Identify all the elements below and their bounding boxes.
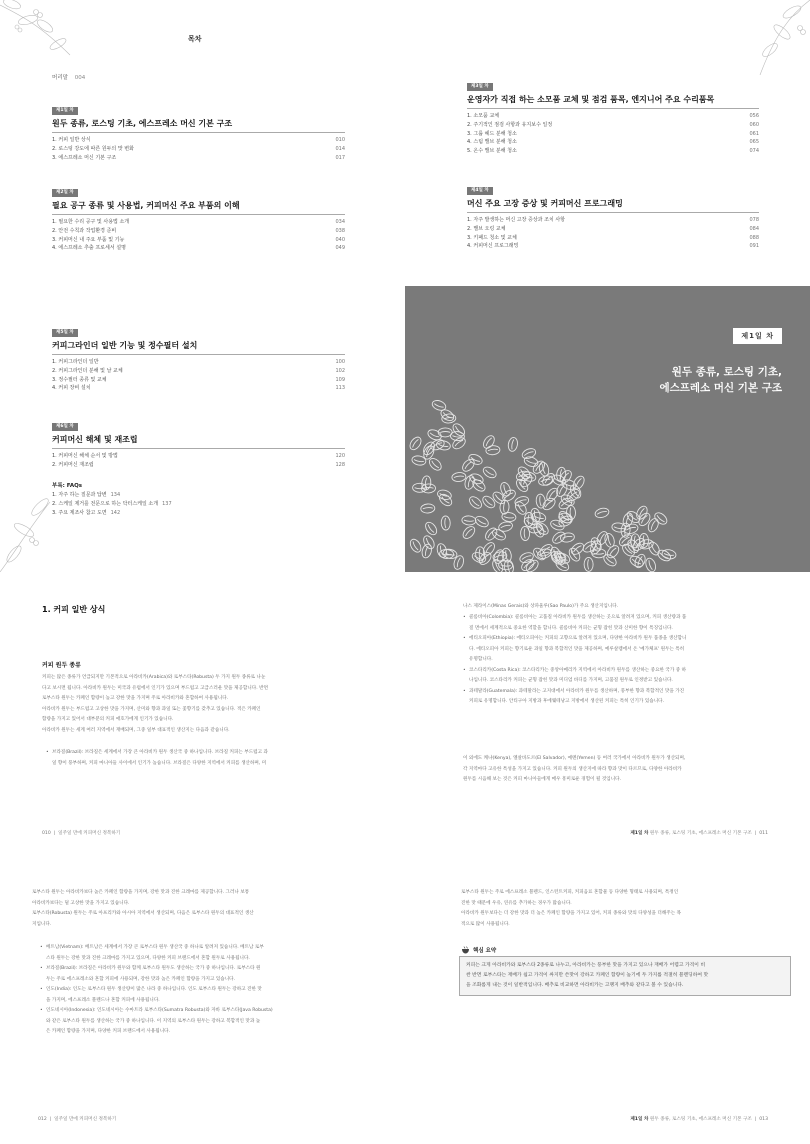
toc-item[interactable]: 2. 주기적인 점검 사항과 유지보수 일정 060 <box>467 121 759 128</box>
section-title: 1. 커피 일반 상식 <box>42 605 106 614</box>
toc-item[interactable]: 4. 커피 장비 설치 113 <box>52 385 345 392</box>
chapter-title: 필요 공구 종류 및 사용법, 커피머신 주요 부품의 이해 <box>52 201 240 210</box>
toc-chapter-6 <box>52 412 345 470</box>
toc-item[interactable]: 2. 안전 수칙과 작업환경 준비 038 <box>52 227 345 234</box>
toc-item[interactable]: 1. 소모품 교체 056 <box>467 113 759 119</box>
toc-page-right <box>405 0 810 286</box>
chapter-badge: 제2일 차 <box>52 189 78 197</box>
page-footer: 제1일 차 원두 종류, 로스팅 기초, 에스프레소 머신 기본 구조 | 013 <box>630 1117 768 1122</box>
chapter-title: 원두 종류, 로스팅 기초, 에스프레소 머신 기본 구조 <box>52 119 233 128</box>
toc-item[interactable]: 1. 자주 발생하는 머신 고장 증상과 조치 사항 078 <box>467 217 759 223</box>
bullet-list: • 베트남(Vietnam): 베트남은 세계에서 가장 큰 로부스타 원두 생산국 중 하나로 알려져 있습니다. 베트남 로부 스타 원두는 강한 맛과 진한 크레마를 가지고 있으며, 다양한 커피 브랜드에서 혼합 원두로 사용됩니다. • 브라질(Brazil): 브라질은 아라비카 원두와 함께 로부스타 원두도 생산하는 국가 중 하나입니다. 로부스타 원 두는 주로 에스프레소와 혼합 커피에 사용되며, 강한 맛과 높은 카페인 함량을 가지고 있습니다. • 인도(India): 인도는 로부스타 원두 생산량이 많은 나라 중 하나입니다. 인도 로부스타 원두는 강하고 진한 맛 을 가지며, 에스프레소 블렌드나 혼합 커피에 사용됩니다. • 인도네시아(Indonesia): 인도네시아는 수마트라 로부스타(Sumatra Robusta)와 자바 로부스타(Java Robusta) 와 같은 로부스타 원두를 생산하는 국가 중 하나입니다. 이 지역의 로부스타 원두는 강하고 복합적인 맛과 높 은 카페인 함량을 가지며, 다양한 커피 브랜드에서 사용됩니다. <box>40 943 370 1038</box>
toc-item[interactable]: 2. 스케일 제거를 전문으로 하는 닥터스케일 소개 137 <box>52 500 172 507</box>
chapter-title: 머신 주요 고장 증상 및 커피머신 프로그래밍 <box>467 199 623 208</box>
toc-item[interactable]: 1. 커피머신 해체 순서 및 방법 120 <box>52 453 345 459</box>
toc-item[interactable]: 4. 커피머신 프로그래밍 091 <box>467 243 759 250</box>
body-text: 로부스타 원두는 아라비카보다 높은 카페인 함량을 가지며, 강한 맛과 진한 크레마를 제공합니다. 그러나 보통 아라비카보다는 덜 고상한 맛을 가지고 있습니다. 로부스타(Robusta) 원두는 주로 아프리카와 아시아 지역에서 생산되며, 다음은 로부스타 원두의 대표적인 생산 지입니다. <box>32 890 254 927</box>
toc-page-left <box>0 0 405 286</box>
chapter-cover-page <box>405 286 810 572</box>
toc-item[interactable]: 3. 그룹 헤드 분해 청소 061 <box>467 130 759 137</box>
toc-item[interactable]: 1. 커피그라인더 일반 100 <box>52 359 345 365</box>
subsection-title: 커피 원두 종류 <box>42 662 81 669</box>
body-text: 커피는 많은 종류가 언급되지만 기본적으로 아라비카(Arabica)와 로부스타(Robusta) 두 가지 원두 종류로 나눈 다고 보시면 됩니다. 아라비카 원두는 미국과 유럽에서 인기가 있으며 부드럽고 고급스러운 맛을 제공합니다. 반면 로부스타 원두는 카페인 함량이 높고 강한 맛을 가지며 주로 아라비카와 혼합하여 사용됩니다. 아라비카 원두는 부드럽고 고상한 맛을 가지며, 산미와 향과 과일 또는 꽃향기를 갖추고 있습니다. 적은 카페인 함량을 가지고 있어서 대부분의 커피 애호가에게 인기가 있습니다. 아라비카 원두는 세계 여러 지역에서 재배되며, 그중 일부 대표적인 생산지는 다음과 같습니다. <box>42 675 269 733</box>
toc-chapter-3 <box>467 72 759 156</box>
toc-item[interactable]: 5. 온수 밸브 분해 청소 074 <box>467 148 759 155</box>
body-text: 나스 제라이스(Minas Gerais)와 상파울루(Sao Paulo)가 주요 생산지입니다. <box>463 604 619 609</box>
appendix-title: 부록: FAQs <box>52 483 83 489</box>
toc-item[interactable]: 3. 정수필터 종류 및 교체 109 <box>52 376 345 383</box>
content-page-013 <box>405 858 810 1144</box>
toc-item[interactable]: 2. 커피머신 재조립 128 <box>52 461 345 468</box>
summary-heading: 핵심 요약 <box>461 946 496 954</box>
bullet-list: • 브라질(Brazil): 브라질은 세계에서 가장 큰 아라비카 원두 생산국 중 하나입니다. 브라질 커피는 부드럽고 과 일 향이 풍부하며, 커피 마니아들 사이에서 인기가 높습니다. 브라질은 다양한 지역에서 커피를 생산하며, 미 <box>46 748 372 769</box>
chapter-title: 커피머신 해체 및 재조립 <box>52 435 138 444</box>
chapter-badge: 제1일 차 <box>733 328 782 344</box>
chapter-title: 원두 종류, 로스팅 기초, 에스프레소 머신 기본 구조 <box>659 366 782 394</box>
body-text: 이 외에도 케냐(Kenya), 엘살바도르(El Salvador), 예멘(Yemen) 등 여러 국가에서 아라비카 원두가 생산되며, 각 지역마다 고유한 특성을 가지고 있습니다. 커피 원두의 생산지에 따라 향과 맛이 다르므로, 다양한 아라비카 원두를 시음해 보는 것은 커피 마니아들에게 매우 흥미로운 경험이 될 것입니다. <box>463 756 686 782</box>
toc-item[interactable]: 3. 주요 제조사 참고 도면 142 <box>52 509 121 516</box>
toc-chapter-1 <box>52 96 345 162</box>
content-page-012 <box>0 858 405 1144</box>
bullet-list: • 콜롬비아(Colombia): 콜롬비아는 고품질 아라비카 원두를 생산하는 곳으로 알려져 있으며, 커피 생산량과 품 질 면에서 세계적으로 중요한 역할을 합니다. 콜롬비아 커피는 균형 잡힌 맛과 산미한 향이 특징입니다. • 에티오피아(Ethiopia): 에티오피아는 커피의 고향으로 알려져 있으며, 다양한 아라비카 원두 품종을 생산합니 다. 에티오피아 커피는 향기로운 과일 향과 복합적인 맛을 제공하며, 예루살렘에서 온 '예가체프' 원두는 특히 유명합니다. • 코스타리카(Costa Rica): 코스타리카는 중앙아메리카 지역에서 아라비카 원두를 생산하는 중요한 국가 중 하 나입니다. 코스타리카 커피는 균형 잡힌 맛과 미디엄 바디를 가지며, 고품질 원두로 인정받고 있습니다. • 과테말라(Guatemala): 과테말라는 고지대에서 아라비카 원두를 생산하며, 풍부한 향과 복합적인 맛을 가진 커피로 유명합니다. 안티구아 지방과 후에웨테낭고 지방에서 생산된 커피는 특히 인기가 있습니다. <box>463 613 789 708</box>
body-text: 로부스타 원두는 주로 에스프레소 블렌드, 인스턴트커피, 커피음료 혼합물 등 다양한 형태로 사용되며, 특정인 진한 맛 때문에 우유, 연유를 추가하는 경우가 많습니다. 아라비카 원두보다는 더 강한 맛과 더 높은 카페인 함량을 가지고 있어, 커피 종류와 맛의 다양성을 더해주는 목 적으로 많이 사용됩니다. <box>461 890 682 927</box>
page-footer: 010 | 일주일 만에 커피머신 정복하기 <box>42 831 121 836</box>
toc-item[interactable]: 3. 키패드 청소 및 교체 088 <box>467 234 759 241</box>
toc-appendix <box>52 481 345 517</box>
chapter-badge: 제5일 차 <box>52 329 78 337</box>
chapter-title: 운영자가 직접 하는 소모품 교체 및 점검 품목, 엔지니어 주요 수리품목 <box>467 95 715 104</box>
page-footer: 제1일 차 원두 종류, 로스팅 기초, 에스프레소 머신 기본 구조 | 011 <box>630 831 768 836</box>
toc-item[interactable]: 1. 자주 하는 질문과 답변 134 <box>52 492 121 498</box>
toc-item[interactable]: 2. 로스팅 강도에 따른 원두의 맛 변화 014 <box>52 145 345 152</box>
coffee-branch-illustration <box>720 0 810 75</box>
toc-item[interactable]: 1. 필요한 수리 공구 및 사용법 소개 034 <box>52 219 345 225</box>
chapter-badge: 제3일 차 <box>467 83 493 91</box>
coffee-branch-illustration <box>0 0 95 60</box>
toc-chapter-2 <box>52 178 345 253</box>
chapter-badge: 제6일 차 <box>52 423 78 431</box>
preface-entry[interactable]: 머리말 004 <box>52 75 86 81</box>
toc-item[interactable]: 2. 커피그라인더 분해 및 날 교체 102 <box>52 367 345 374</box>
toc-chapter-5 <box>52 318 345 393</box>
chapter-title: 커피그라인더 일반 기능 및 정수필터 설치 <box>52 341 198 350</box>
toc-item[interactable]: 3. 에스프레소 머신 기본 구조 017 <box>52 154 345 161</box>
toc-item[interactable]: 2. 밸브 오링 교체 084 <box>467 225 759 232</box>
toc-chapter-4 <box>467 176 759 251</box>
toc-item[interactable]: 4. 스팀 밸브 분해 청소 065 <box>467 139 759 146</box>
toc-page-continued <box>0 286 405 572</box>
coffee-branch-illustration <box>0 482 90 572</box>
bowl-icon <box>461 946 470 954</box>
content-page-011 <box>405 572 810 858</box>
toc-item[interactable]: 4. 에스프레소 추출 프로세서 설명 049 <box>52 245 345 252</box>
chapter-badge: 제1일 차 <box>52 107 78 115</box>
page-footer: 012 | 일주일 만에 커피머신 정복하기 <box>38 1117 117 1122</box>
toc-item[interactable]: 3. 커피머신 내 주요 부품 및 기능 040 <box>52 236 345 243</box>
summary-box: 커피는 크게 아라비카와 로부스타 2종류로 나누고, 아라비카는 풍부한 맛을 가지고 있으나 재배가 어렵고 가격이 비 싼 반면 로부스타는 재배가 쉽고 가격이 싸지만 쓴맛이 강하고 카페인 함량이 높기에 두 가지를 적절히 블렌딩하여 맛 을 조화롭게 내는 것이 일반적입니다. 배추로 비교하면 아라비카는 고랭지 배추와 같다고 볼 수 있습니다. <box>459 956 791 996</box>
chapter-badge: 제4일 차 <box>467 187 493 195</box>
toc-item[interactable]: 1. 커피 일반 상식 010 <box>52 137 345 143</box>
content-page-010 <box>0 572 405 858</box>
toc-heading: 목차 <box>188 35 202 43</box>
chapter-cover-panel <box>405 286 810 572</box>
